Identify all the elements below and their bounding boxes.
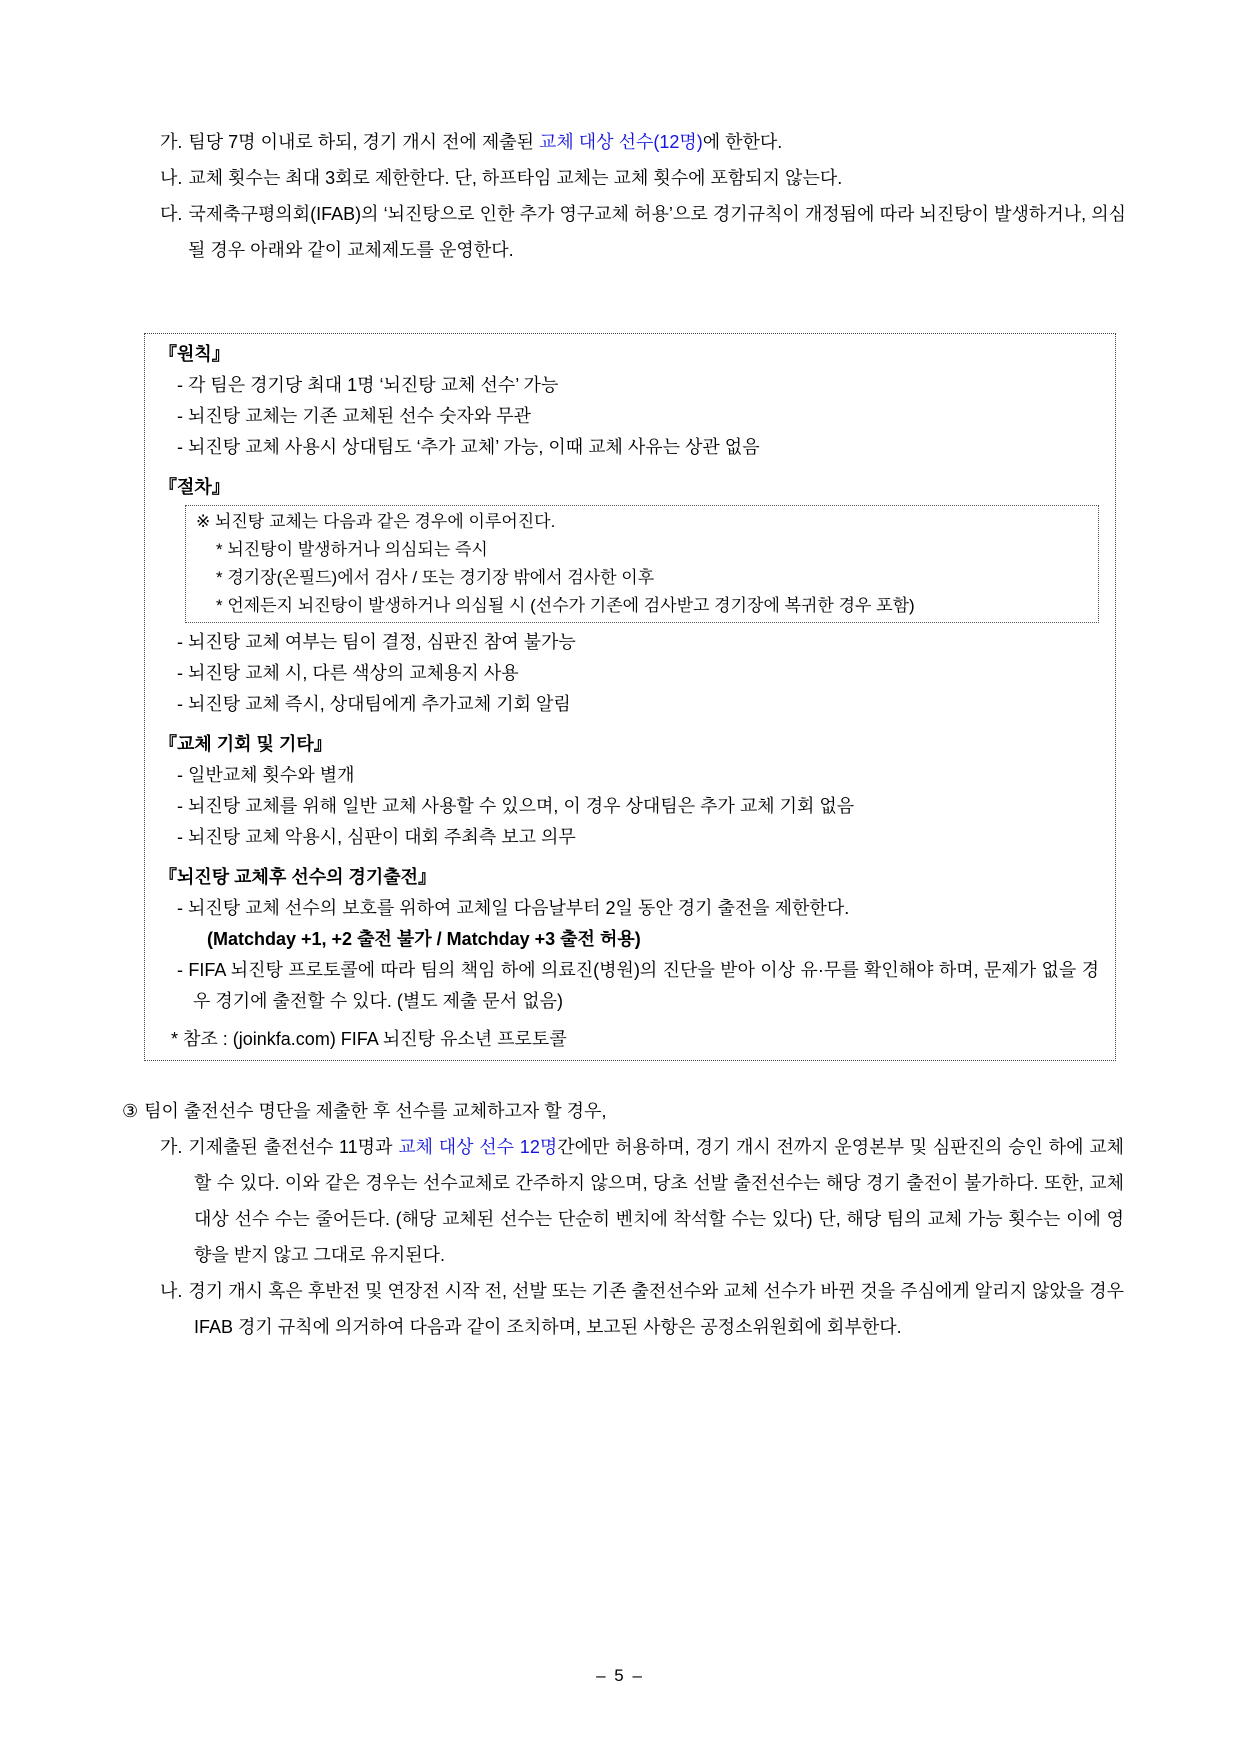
- return-to-play-item: - FIFA 뇌진탕 프로토콜에 따라 팀의 책임 하에 의료진(병원)의 진단을 받아 이상 유·무를 확인해야 하며, 문제가 없을 경우 경기에 출전할 수 있다. (별도 제출 문서 없음): [177, 960, 1099, 1011]
- opportunity-title: 『교체 기회 및 기타』: [159, 734, 332, 754]
- principle-item: - 뇌진탕 교체 사용시 상대팀도 ‘추가 교체’ 가능, 이때 교체 사유는 상관 없음: [177, 437, 760, 457]
- opportunity-item: - 뇌진탕 교체 악용시, 심판이 대회 주최측 보고 의무: [177, 827, 576, 847]
- principle-item: - 뇌진탕 교체는 기존 교체된 선수 숫자와 무관: [177, 406, 531, 426]
- concussion-rules-box: [144, 333, 1116, 1061]
- principle-item: - 각 팀은 경기당 최대 1명 ‘뇌진탕 교체 선수’ 가능: [177, 375, 559, 395]
- item-text: 기제출된 출전선수 11명과: [188, 1137, 399, 1157]
- section-3-item-ga: [160, 1129, 1124, 1273]
- procedure-note-item: * 언제든지 뇌진탕이 발생하거나 의심될 시 (선수가 기존에 검사받고 경기장에 복귀한 경우 포함): [216, 596, 915, 615]
- procedure-item: - 뇌진탕 교체 즉시, 상대팀에게 추가교체 기회 알림: [177, 694, 571, 714]
- item-text: 에 한한다.: [702, 132, 783, 152]
- procedure-note-item: * 뇌진탕이 발생하거나 의심되는 즉시: [216, 540, 488, 559]
- item-text: 팀당 7명 이내로 하되, 경기 개시 전에 제출된: [188, 132, 540, 152]
- procedure-item: - 뇌진탕 교체 시, 다른 색상의 교체용지 사용: [177, 663, 519, 683]
- procedure-note-item: * 경기장(온필드)에서 검사 / 또는 경기장 밖에서 검사한 이후: [216, 568, 655, 587]
- procedure-item: - 뇌진탕 교체 여부는 팀이 결정, 심판진 참여 불가능: [177, 632, 576, 652]
- item-label: 가.: [160, 132, 183, 152]
- matchday-restriction-note: (Matchday +1, +2 출전 불가 / Matchday +3 출전 허용): [207, 929, 641, 949]
- principle-title: 『원칙』: [159, 344, 230, 364]
- return-to-play-title: 『뇌진탕 교체후 선수의 경기출전』: [159, 867, 437, 887]
- section-3-item-na: [160, 1273, 1124, 1345]
- opportunity-item: - 일반교체 횟수와 별개: [177, 765, 355, 785]
- procedure-title: 『절차』: [159, 477, 230, 497]
- opportunity-item: - 뇌진탕 교체를 위해 일반 교체 사용할 수 있으며, 이 경우 상대팀은 추가 교체 기회 없음: [177, 796, 855, 816]
- highlight-substitute-candidates: 교체 대상 선수(12명): [539, 132, 703, 152]
- list-item-na: [160, 160, 1126, 196]
- section-heading-text: 팀이 출전선수 명단을 제출한 후 선수를 교체하고자 할 경우,: [144, 1101, 607, 1121]
- section-number: ③: [122, 1101, 139, 1121]
- procedure-note-lead: ※ 뇌진탕 교체는 다음과 같은 경우에 이루어진다.: [196, 512, 556, 531]
- item-label: 가.: [160, 1137, 183, 1157]
- item-label: 나.: [160, 168, 183, 188]
- item-text: 경기 개시 혹은 후반전 및 연장전 시작 전, 선발 또는 기존 출전선수와 교체 선수가 바뀐 것을 주심에게 알리지 않았을 경우 IFAB 경기 규칙에 의거하여 다음과 같이 조치하며, 보고된 사항은 공정소위원회에 회부한다.: [188, 1281, 1124, 1337]
- item-text: 교체 횟수는 최대 3회로 제한한다. 단, 하프타임 교체는 교체 횟수에 포함되지 않는다.: [188, 168, 843, 188]
- intro-list: [160, 124, 1126, 268]
- list-item-ga: [160, 124, 1126, 160]
- list-item-da: [160, 196, 1126, 268]
- item-text: 간에만 허용하며, 경기 개시 전까지 운영본부 및 심판진의 승인 하에 교체할 수 있다. 이와 같은 경우는 선수교체로 간주하지 않으며, 당초 선발 출전선수는 해당 경기 출전이 불가하다. 또한, 교체 대상 선수 수는 줄어든다. (해당 교체된 선수는 단순히 벤치에 착석할 수는 있다) 단, 해당 팀의 교체 가능 횟수는 이에 영향을 받지 않고 그대로 유지된다.: [194, 1137, 1124, 1265]
- section-3-heading: [122, 1093, 1124, 1129]
- return-to-play-item: - 뇌진탕 교체 선수의 보호를 위하여 교체일 다음날부터 2일 동안 경기 출전을 제한한다.: [177, 898, 850, 918]
- protocol-reference: * 참조 : (joinkfa.com) FIFA 뇌진탕 유소년 프로토콜: [171, 1029, 567, 1049]
- item-label: 나.: [160, 1281, 183, 1301]
- item-text: 국제축구평의회(IFAB)의 ‘뇌진탕으로 인한 추가 영구교체 허용’으로 경기규칙이 개정됨에 따라 뇌진탕이 발생하거나, 의심될 경우 아래와 같이 교체제도를 운영한다.: [188, 204, 1126, 260]
- page-number: – 5 –: [596, 1666, 644, 1685]
- procedure-note-box: [185, 505, 1099, 623]
- item-label: 다.: [160, 204, 183, 224]
- section-3: [122, 1093, 1124, 1345]
- highlight-substitute-candidates: 교체 대상 선수 12명: [398, 1137, 558, 1157]
